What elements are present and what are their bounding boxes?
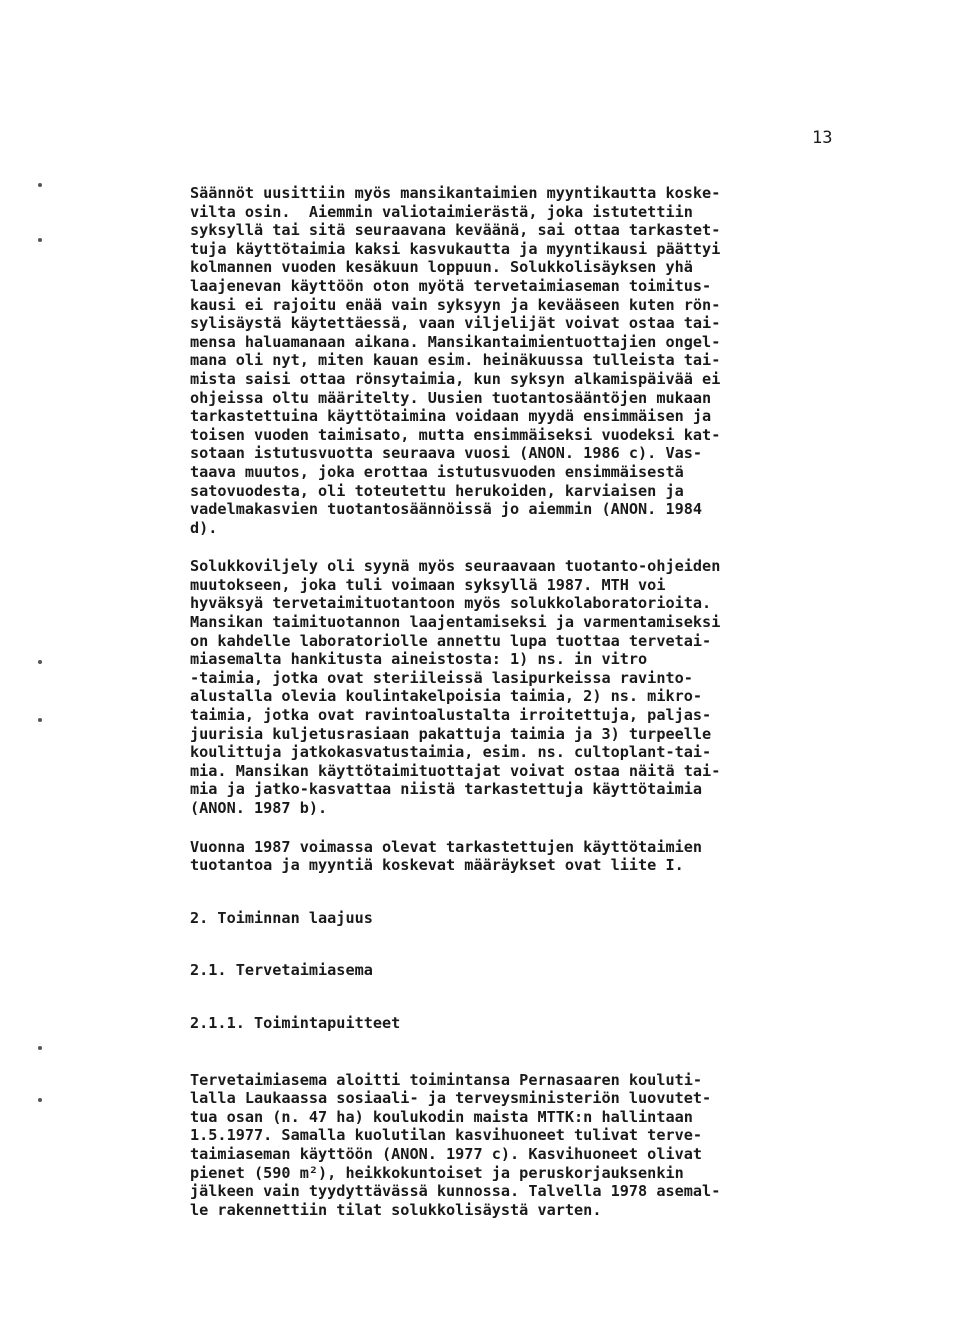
paragraph-production-rules: Säännöt uusittiin myös mansikantaimien myyntikautta koske- vilta osin. Aiemmin valiotaimierästä, joka istutettiin syksyllä tai sitä seuraavana keväänä, sai ottaa tarkastet- tuja käyttötaimia kaksi kasvukautta ja myyntikausi päättyi kolmannen vuoden kesäkuun loppuun. Solukkolisäyksen yhä laajenevan käyttöön oton myötä tervetaimiaseman toimitus- kausi ei rajoitu enää vain syksyyn ja kevääseen kuten rön- sylisäystä käytettäessä, vaan viljelijät voivat ostaa tai- mensa haluamanaan aikana. Mansikantaimientuottajien ongel- mana oli nyt, miten kauan esim. heinäkuussa tulleista tai- mista saisi ottaa rönsytaimia, kun syksyn alkamispäivää ei ohjeissa oltu määritelty. Uusien tuotantosääntöjen mukaan tarkastettuina käyttötaimina voidaan myydä ensimmäisen ja toisen vuoden taimisato, mutta ensimmäiseksi vuodeksi kat- sotaan istutusvuotta seuraava vuosi (ANON. 1986 c). Vas- taava muutos, joka erottaa istutusvuoden ensimmäisestä satovuodesta, oli toteutettu herukoiden, karviaisen ja vadelmakasvien tuotantosäännöissä jo aiemmin (ANON. 1984 d). (190, 184, 721, 537)
scan-artifact (38, 718, 42, 722)
scan-artifact (38, 183, 42, 187)
scan-artifact (38, 660, 42, 664)
paragraph-station-history: Tervetaimiasema aloitti toimintansa Pernasaaren kouluti- lalla Laukaassa sosiaali- ja terveysministeriön luovutet- tua osan (n. 47 ha) koulukodin maista MTTK:n hallintaan 1.5.1977. Samalla kuolutilan kasvihuoneet tulivat terve- taimiaseman käyttöön (ANON. 1977 c). Kasvihuoneet olivat pienet (590 m²), heikkokuntoiset ja peruskorjauksenkin jälkeen vain tyydyttävässä kunnossa. Talvella 1978 asemal- le rakennettiin tilat solukkolisäystä varten. (190, 1070, 721, 1219)
heading-section-2: 2. Toiminnan laajuus (190, 908, 373, 927)
scan-artifact (38, 1098, 42, 1102)
scan-artifact (38, 238, 42, 242)
scan-artifact (38, 1046, 42, 1050)
heading-section-2-1: 2.1. Tervetaimiasema (190, 961, 373, 980)
paragraph-tissue-culture: Solukkoviljely oli syynä myös seuraavaan tuotanto-ohjeiden muutokseen, joka tuli voimaan syksyllä 1987. MTH voi hyväksyä tervetaimituotantoon myös solukkolaboratorioita. Mansikan taimituotannon laajentamiseksi ja varmentamiseksi on kahdelle laboratoriolle annettu lupa tuottaa tervetai- miasemalta hankitusta aineistosta: 1) ns. in vitro -taimia, jotka ovat steriileissä lasipurkeissa ravinto- alustalla olevia koulintakelpoisia taimia, 2) ns. mikro- taimia, jotka ovat ravintoalustalta irroitettuja, paljas- juurisia kuljetusrasiaan pakattuja taimia ja 3) turpeelle koulittuja jatkokasvatustaimia, esim. ns. cultoplant-tai- mia. Mansikan käyttötaimituottajat voivat ostaa näitä tai- mia ja jatko-kasvattaa niistä tarkastettuja käyttötaimia (ANON. 1987 b). (190, 557, 721, 817)
heading-section-2-1-1: 2.1.1. Toimintapuitteet (190, 1013, 401, 1032)
document-body (190, 184, 858, 1219)
page-number: 13 (812, 128, 833, 148)
paragraph-regulations-1987: Vuonna 1987 voimassa olevat tarkastettujen käyttötaimien tuotantoa ja myyntiä koskevat määräykset ovat liite I. (190, 837, 703, 875)
